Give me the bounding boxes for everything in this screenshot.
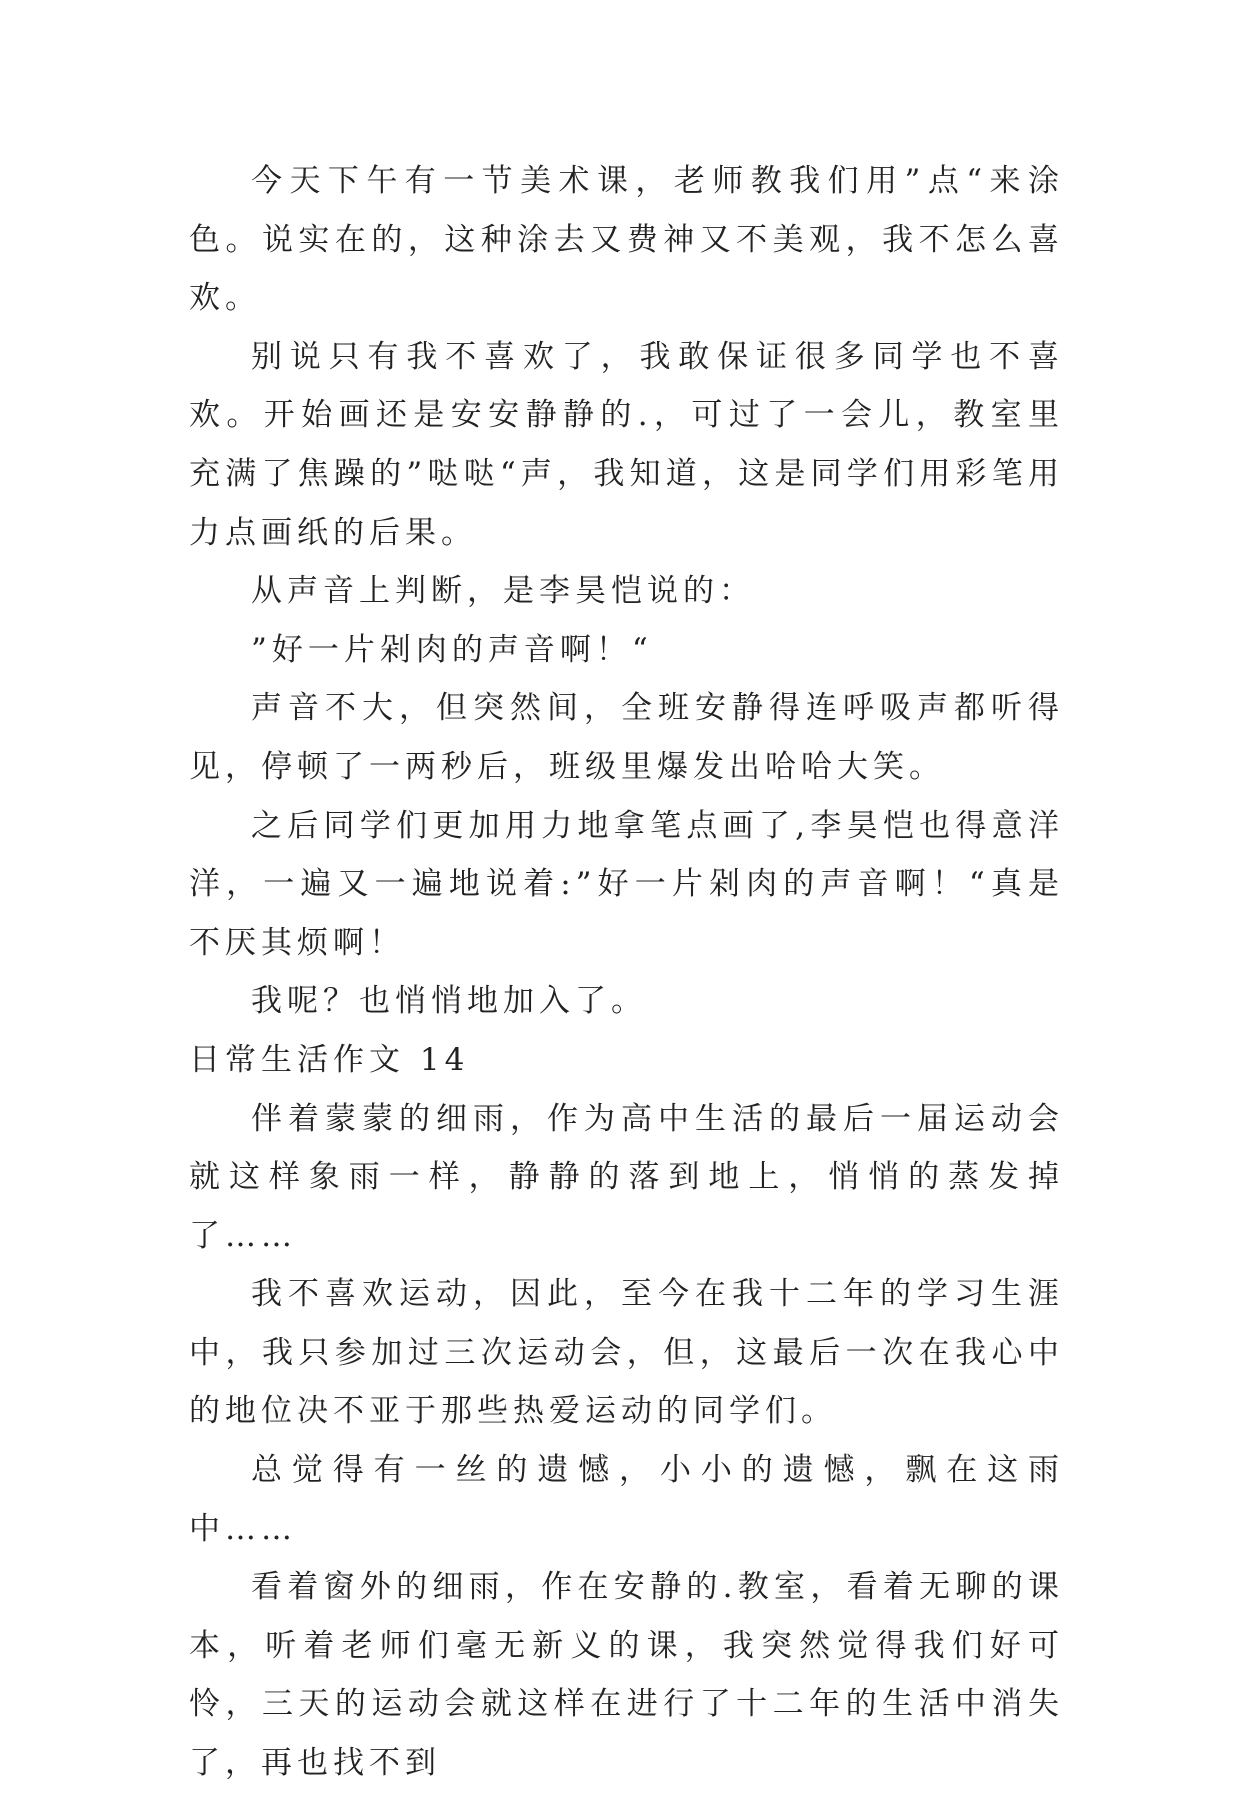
- section-title: 日常生活作文 14: [189, 1041, 470, 1078]
- paragraph: 从声音上判断，是李昊恺说的：: [251, 573, 755, 610]
- paragraph: 我呢？也悄悄地加入了。: [251, 983, 647, 1020]
- paragraph: 我不喜欢运动，因此，至今在我十二年的学习生涯中，我只参加过三次运动会，但，这最后一次在我心中的地位决不亚于那些热爱运动的同学们。: [189, 1276, 1064, 1430]
- paragraph: 声音不大，但突然间，全班安静得连呼吸声都听得见，停顿了一两秒后，班级里爆发出哈哈大笑。: [189, 690, 1064, 785]
- paragraph: 看着窗外的细雨，作在安静的.教室，看着无聊的课本，听着老师们毫无新义的课，我突然觉得我们好可怜，三天的运动会就这样在进行了十二年的生活中消失了，再也找不到: [189, 1569, 1064, 1782]
- paragraph: ”好一片剁肉的声音啊！“: [251, 631, 653, 668]
- paragraph: 今天下午有一节美术课，老师教我们用”点“来涂色。说实在的，这种涂去又费神又不美观，我不怎么喜欢。: [189, 163, 1064, 317]
- document-page: [189, 152, 1064, 1793]
- paragraph: 别说只有我不喜欢了，我敢保证很多同学也不喜欢。开始画还是安安静静的.，可过了一会儿，教室里充满了焦躁的”哒哒“声，我知道，这是同学们用彩笔用力点画纸的后果。: [189, 338, 1064, 551]
- paragraph: 总觉得有一丝的遗憾，小小的遗憾，飘在这雨中……: [189, 1452, 1064, 1547]
- paragraph: 之后同学们更加用力地拿笔点画了,李昊恺也得意洋洋，一遍又一遍地说着:”好一片剁肉的声音啊！“真是不厌其烦啊！: [189, 807, 1064, 961]
- paragraph: 伴着蒙蒙的细雨，作为高中生活的最后一届运动会就这样象雨一样，静静的落到地上，悄悄的蒸发掉了……: [189, 1100, 1064, 1254]
